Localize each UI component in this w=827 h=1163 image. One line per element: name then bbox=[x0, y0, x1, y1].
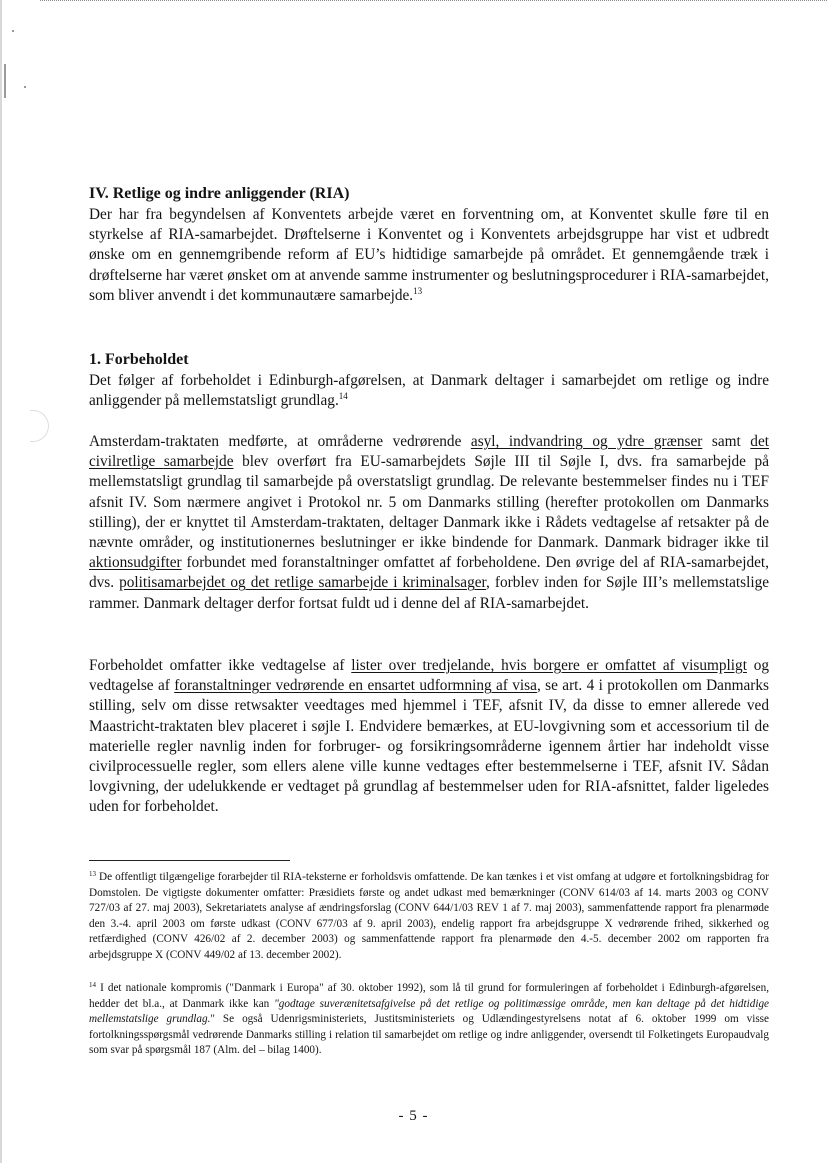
scan-top-edge bbox=[40, 0, 827, 4]
underlined-term: aktionsudgifter bbox=[89, 554, 182, 572]
paragraph-1-text: Det følger af forbeholdet i Edinburgh-afgørelsen, at Danmark deltager i samarbejdet om retlige og indre anliggender på mellemstatsligt grundlag. bbox=[89, 372, 769, 410]
footnote-13 bbox=[89, 870, 769, 964]
footnote-separator bbox=[89, 860, 290, 861]
p2-text: Amsterdam-traktaten medførte, at områderne vedrørende bbox=[89, 433, 471, 450]
underlined-term: lister over tredjelande, hvis borgere er omfattet af visumpligt bbox=[351, 657, 747, 674]
p2-text: samt bbox=[702, 433, 751, 450]
footnote-14-text: I det nationale kompromis ("Danmark i Europa" af 30. oktober 1992), som lå til grund for formuleringen af forbeholdet i Edinburgh-afgørelsen, hedder det bl.a., at Danmark ikke kan bbox=[89, 982, 769, 1010]
punch-hole-mark bbox=[30, 410, 49, 442]
paragraph-1 bbox=[89, 371, 769, 411]
intro-text: Der har fra begyndelsen af Konventets arbejde været en forventning om, at Konventet skulle føre til en styrkelse af RIA-samarbejdet. Drøftelserne i Konventet og i Konventets arbejdsgruppe har vist et udbredt ønske om en gennemgribende reform af EU’s hidtidige samarbejde på området. Et gennemgående træk i drøftelserne har været ønsket om at anvende samme instrumenter og beslutningsprocedurer i RIA-samarbejdet, som bliver anvendt i det kommunautære samarbejde. bbox=[89, 206, 769, 304]
p2-text: forbundet med foranstaltninger omfattet af forbeholdene. Den øvrige del af RIA-samarbejdet, dvs. bbox=[89, 554, 769, 592]
section-block bbox=[89, 183, 769, 306]
section-heading: IV. Retlige og indre anliggender (RIA) bbox=[89, 185, 350, 202]
underlined-term: politisamarbejdet og det retlige samarbejde i kriminalsager bbox=[119, 574, 487, 592]
intro-paragraph bbox=[89, 205, 769, 306]
underlined-term: foranstaltninger vedrørende en ensartet udformning af visa bbox=[174, 677, 537, 695]
subsection-block bbox=[89, 349, 769, 411]
footnote-ref-14[interactable]: 14 bbox=[338, 391, 348, 402]
footnote-14-quote: "godtage suverænitetsafgivelse på det retlige og politimæssige område, men kan deltage på det hidtidige mellemstatslige grundlag. bbox=[89, 997, 769, 1026]
p2-text: , forblev inden for Søjle III’s mellemstatslige rammer. Danmark deltager derfor fortsat fuldt ud i denne del af RIA-samarbejdet. bbox=[89, 574, 770, 612]
footnote-13-text: De offentligt tilgængelige forarbejder til RIA-teksterne er forholdsvis omfattende. De kan tænkes i et vist omfang at udgøre et fortolkningsbidrag for Domstolen. De vigtigste dokumenter omfatter: Præsidiets første og andet udkast med bemærkninger (CONV 614/03 af 14. marts 2003 og CONV 727/03 af 27. maj 2003), Sekretariatets analyse af ændringsforslag (CONV 644/1/03 REV 1 af 7. maj 2003), sammenfattende rapport fra plenarmøde den 3.-4. april 2003 om første udkast (CONV 677/03 af 9. april 2003), endelig rapport fra arbejdsgruppe X vedrørende frihed, sikkerhed og retfærdighed (CONV 426/02 af 2. december 2003) og sammenfattende rapport fra plenarmøde den 4.-5. december 2002 om rapporten fra arbejdsgruppe X (CONV 449/02 af 13. december 2002). bbox=[89, 871, 770, 961]
scan-speck bbox=[24, 86, 26, 88]
underlined-term: asyl, indvandring og ydre grænser bbox=[470, 433, 703, 450]
subsection-heading: 1. Forbeholdet bbox=[89, 351, 189, 368]
scan-mark bbox=[4, 64, 6, 98]
footnote-14-text: " Se også Udenrigsministeriets, Justitsministeriets og Udlændingestyrelsens notat af 6. oktober 1999 om visse fortolkningsspørgsmål vedrørende Danmarks stilling i relation til samarbejdet om retlige og indre anliggender, oversendt til Folketingets Europaudvalg som svar på spørgsmål 187 (Alm. del – bilag 1400). bbox=[89, 1013, 769, 1057]
footnote-number: 14 bbox=[89, 981, 96, 989]
paragraph-3 bbox=[89, 656, 769, 818]
footnote-number: 13 bbox=[89, 870, 96, 878]
paragraph-3-block bbox=[89, 656, 769, 818]
footnote-ref-13[interactable]: 13 bbox=[413, 285, 423, 296]
scan-left-edge bbox=[0, 0, 2, 1163]
paragraph-2-block bbox=[89, 432, 769, 614]
footnote-14 bbox=[89, 981, 769, 1059]
p3-text: , se art. 4 i protokollen om Danmarks stilling, selv om disse retwsakter veedtages med hjemmel i TEF, afsnit IV, da disse to emner allerede ved Maastricht-traktaten blev placeret i søjle I. Endvidere bemærkes, at EU-lovgivning som et accessorium til de materielle regler navnlig inden for forbruger- og forsikringsområderne igennem årtier har indeholdt visse civilprocessuelle regler, som ellers alene ville kunne vedtages efter bestemmelserne i TEF, afsnit IV. Sådan lovgivning, der udelukkende er vedtaget på grundlag af bestemmelser uden for RIA-afsnittet, falder ligeledes uden for forbeholdet. bbox=[89, 677, 769, 816]
page-number: - 5 - bbox=[398, 1108, 429, 1124]
scan-speck bbox=[12, 30, 14, 32]
p2-text: blev overført fra EU-samarbejdets Søjle III til Søjle I, dvs. fra samarbejde på mellemstatsligt grundlag til samarbejde på overstatsligt grundlag. De relevante bestemmelser findes nu i TEF afsnit IV. Som nærmere angivet i Protokol nr. 5 om Danmarks stilling (herefter protokollen om Danmarks stilling), der er knyttet til Amsterdam-traktaten, deltager Danmark ikke i Rådets vedtagelse af retsakter på de nævnte områder, og institutionernes beslutninger er ikke bindende for Danmark. Danmark bidrager ikke til bbox=[89, 453, 769, 552]
underlined-term: det civilretlige samarbejde bbox=[89, 433, 769, 471]
paragraph-2 bbox=[89, 432, 769, 614]
p3-text: og vedtagelse af bbox=[89, 657, 770, 695]
p3-text: Forbeholdet omfatter ikke vedtagelse af bbox=[89, 657, 352, 674]
